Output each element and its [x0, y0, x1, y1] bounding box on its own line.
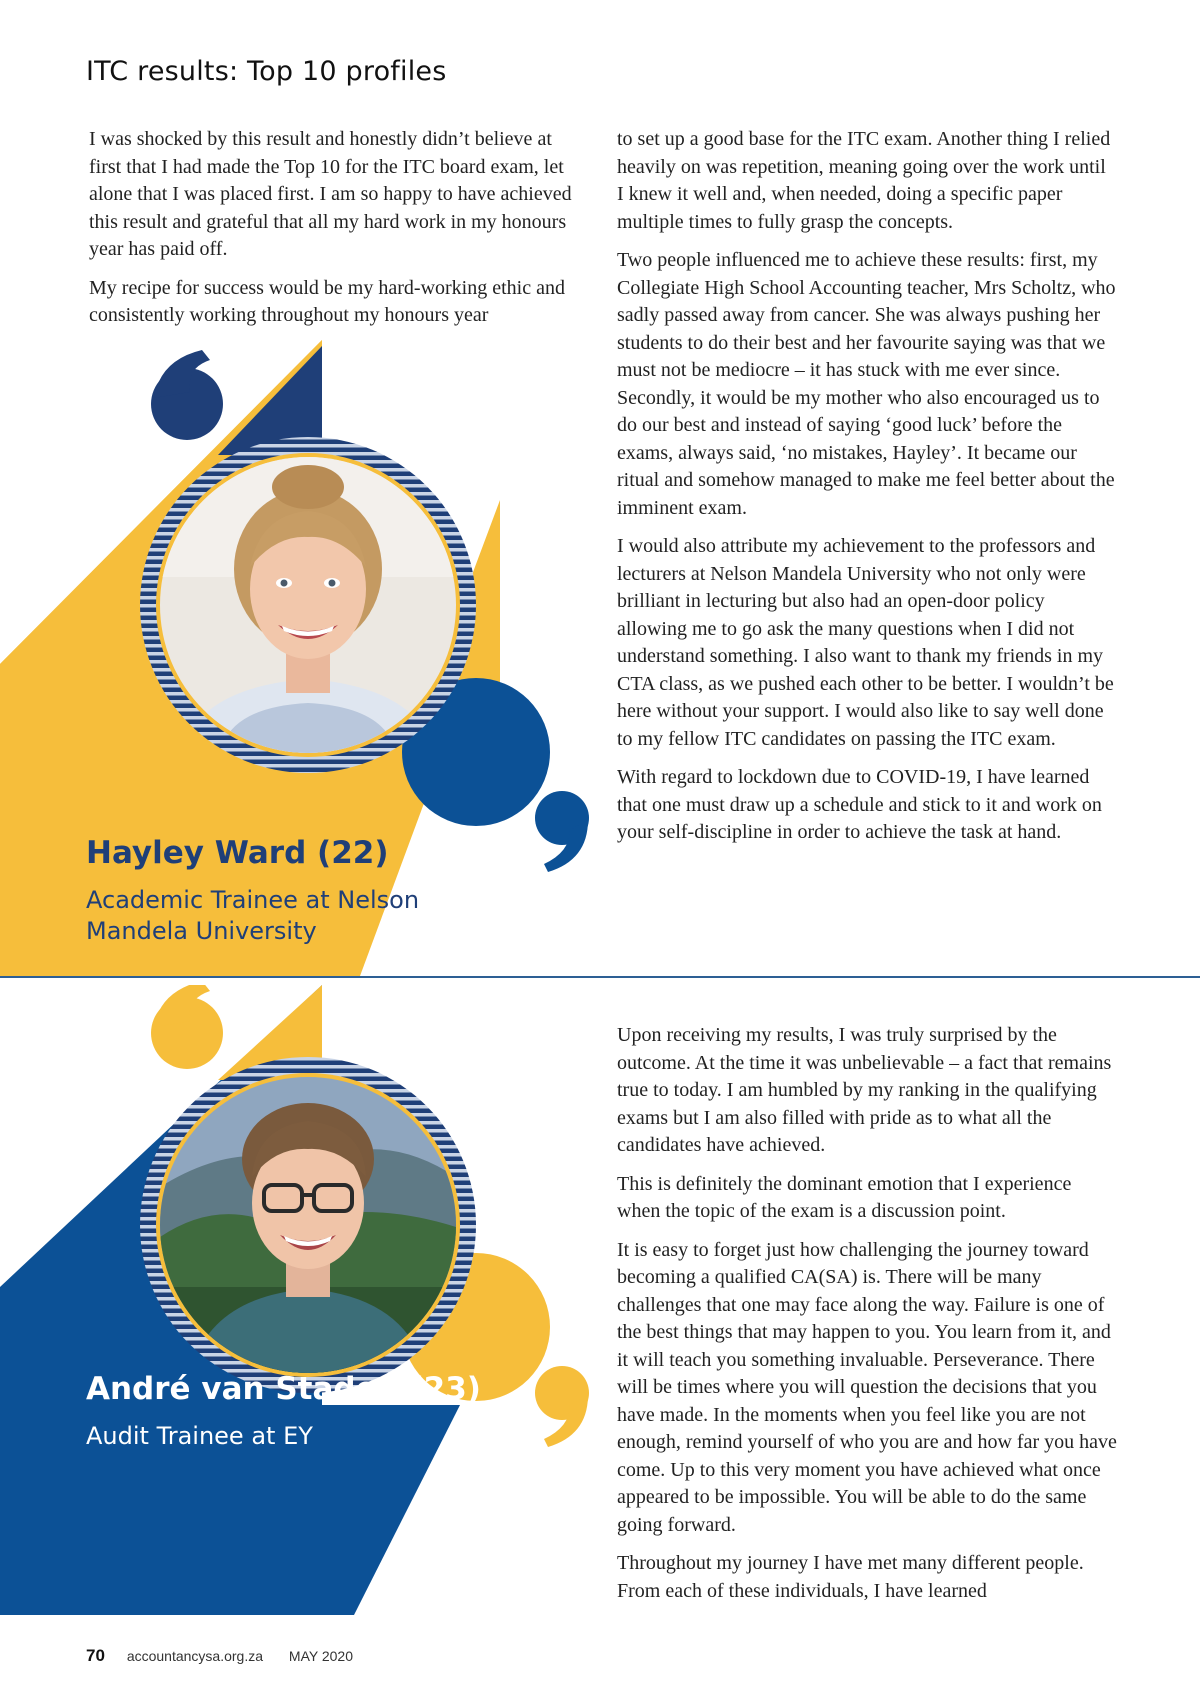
paragraph: I would also attribute my achievement to the professors and lecturers at Nelson Mandela University who not only were brilliant in lecturing but also had an open-door policy allowing me to go ask the many questions when I did not understand something. I also want to thank my friends in my CTA class, as we pushed each other to be better. I wouldn’t be here without your support. I would also like to say well done to my fellow ITC candidates on passing the ITC exam.: [617, 535, 1114, 750]
profile1-text-left: [89, 126, 589, 341]
opening-quote-icon: [151, 985, 223, 1069]
paragraph: This is definitely the dominant emotion that I experience when the topic of the exam is a discussion point.: [617, 1172, 1072, 1222]
page-title: ITC results: Top 10 profiles: [86, 56, 447, 87]
paragraph: With regard to lockdown due to COVID-19, I have learned that one must draw up a schedule and stick to it and work on your self-discipline in order to achieve the task at hand.: [617, 766, 1102, 843]
profile2-name: André van Staden (23): [86, 1371, 481, 1407]
paragraph: Throughout my journey I have met many different people. From each of these individuals, I have learned: [617, 1552, 1084, 1602]
role-line: Academic Trainee at Nelson: [86, 886, 420, 914]
footer-site: accountancysa.org.za: [126, 1648, 264, 1664]
paragraph: Two people influenced me to achieve these results: first, my Collegiate High School Accounting teacher, Mrs Scholtz, who sadly passed away from cancer. She was always pushing her students to do their best and her favourite saying was that we must not be mediocre – it has stuck with me ever since. Secondly, it would be my mother who also encouraged us to do our best and instead of saying ‘good luck’ before the exams, always said, ‘no mistakes, Hayley’. It became our ritual and somehow managed to make me feel better about the imminent exam.: [617, 249, 1116, 519]
closing-quote-icon: [535, 791, 589, 872]
profile2-role: [86, 1421, 313, 1452]
profile1-role: [86, 885, 419, 947]
paragraph: I was shocked by this result and honestly didn’t believe at first that I had made the Top 10 for the ITC board exam, let alone that I was placed first. I am so happy to have achieved this result and grateful that all my hard work in my honours year has paid off.: [89, 128, 572, 260]
profile2-graphic: [0, 985, 600, 1615]
page-footer: [86, 1646, 353, 1666]
paragraph: Upon receiving my results, I was truly surprised by the outcome. At the time it was unbelievable – a fact that remains true to today. I am humbled by my ranking in the qualifying exams but I am also filled with pride as to what all the candidates have achieved.: [617, 1024, 1112, 1156]
role-line: Mandela University: [86, 917, 317, 945]
closing-quote-icon: [535, 1366, 589, 1447]
paragraph: to set up a good base for the ITC exam. Another thing I relied heavily on was repetition, meaning going over the work until I knew it well and, when needed, doing a specific paper multiple times to fully grasp the concepts.: [617, 128, 1111, 233]
profile1-graphic: [0, 340, 600, 976]
portrait-photo: [160, 457, 456, 753]
paragraph: My recipe for success would be my hard-working ethic and consistently working throughout my honours year: [89, 276, 565, 326]
opening-quote-icon: [151, 350, 223, 440]
profile2-text-right: [617, 1022, 1117, 1616]
page-number: 70: [86, 1646, 105, 1665]
footer-date: MAY 2020: [288, 1648, 353, 1664]
portrait-photo: [160, 1077, 456, 1373]
paragraph: It is easy to forget just how challenging the journey toward becoming a qualified CA(SA) is. There will be many challenges that one may face along the way. Failure is one of the best things that may happen to you. You learn from it, and it will teach you something invaluable. Perseverance. There will be times where you will question the decisions that you have made. In the moments when you feel like you are not enough, remind yourself of who you are and how far you have come. Up to this very moment you have achieved what once appeared to be impossible. You will be able to do the same going forward.: [617, 1238, 1117, 1536]
profile1-text-right: [617, 126, 1117, 858]
profile1-name: Hayley Ward (22): [86, 835, 389, 871]
role-line: Audit Trainee at EY: [86, 1422, 313, 1450]
section-divider: [0, 976, 1200, 978]
